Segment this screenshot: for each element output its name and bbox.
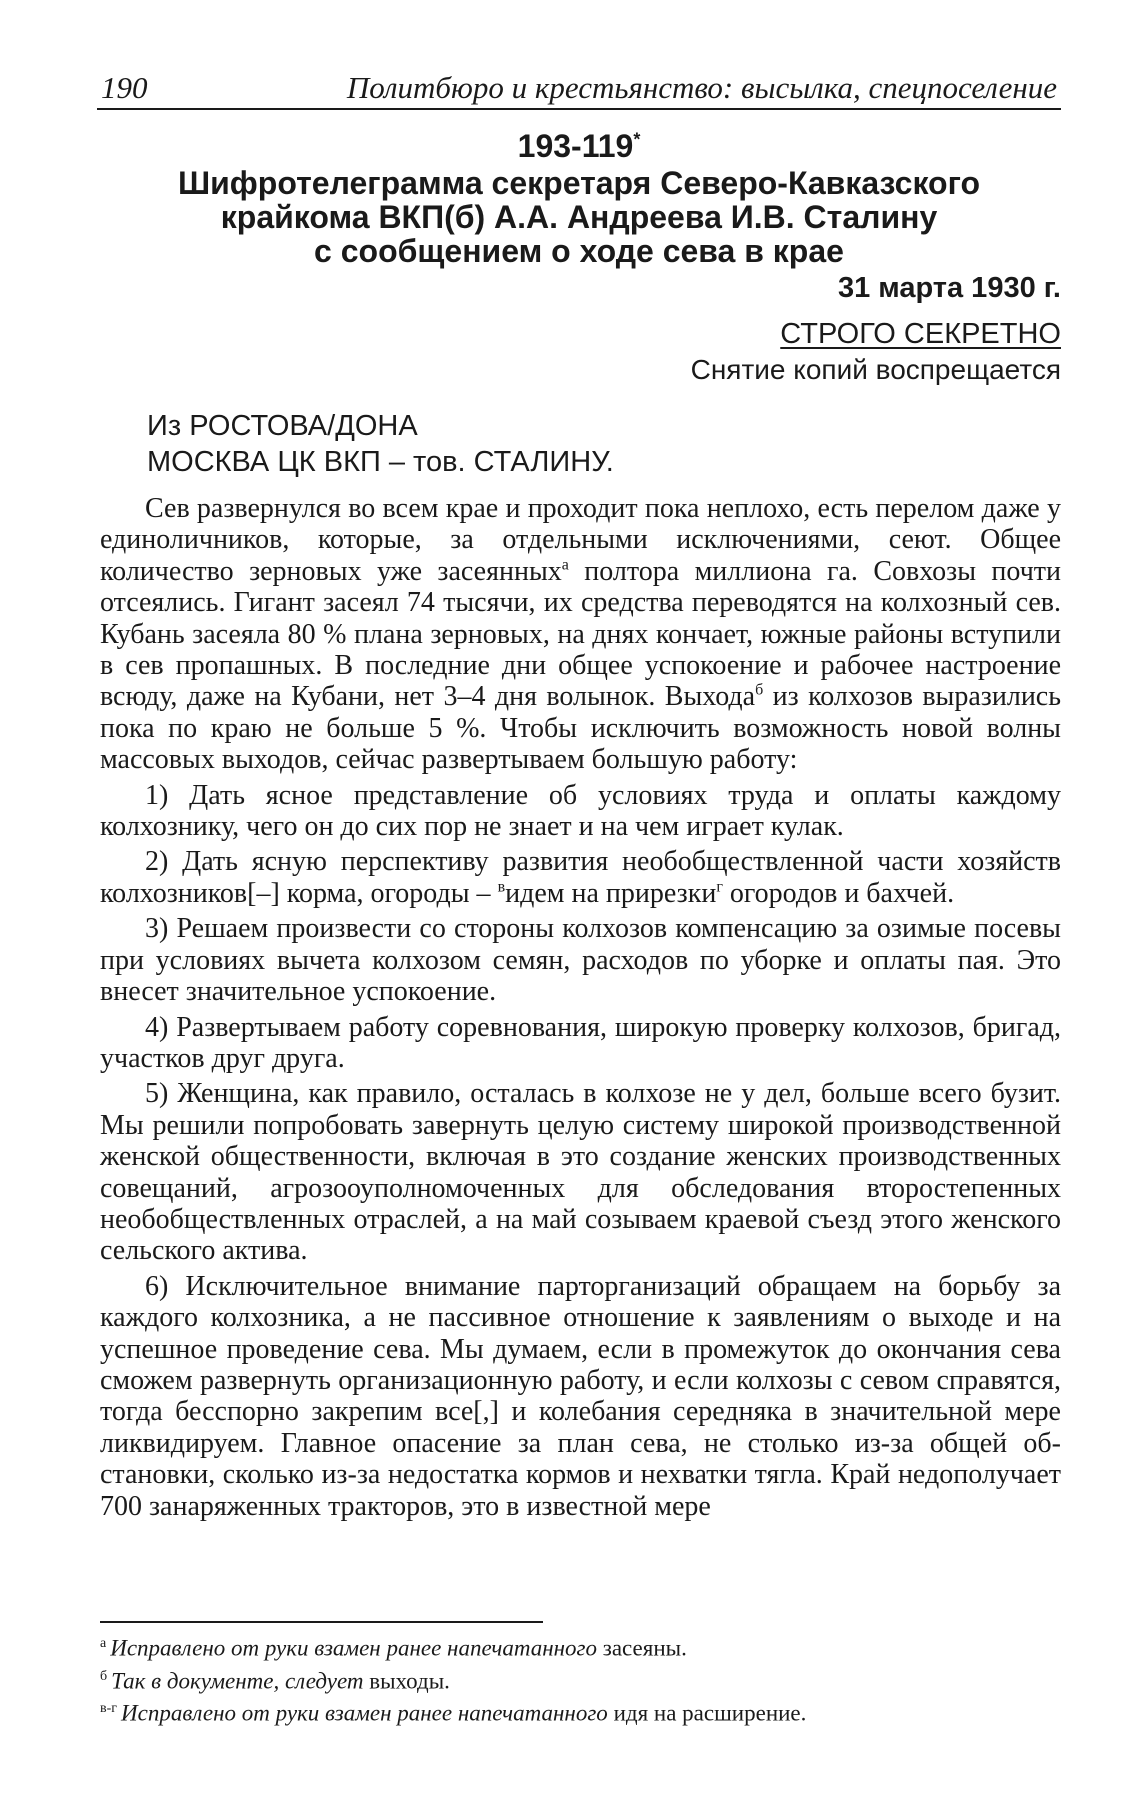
footnote-ref: г <box>716 878 723 896</box>
list-item: 5) Женщина, как правило, осталась в колхозе не у дел, больше всего бузит. Мы решили попробовать завернуть целую систему широкой производственной женской общественности, включая в это создание женских производственных совещаний, агрозооуполномоченных для обследования второстепенных необобществленных отраслей, а на май созываем краевой съезд этого женского сельского актива. <box>100 1078 1061 1267</box>
list-item: 6) Исключительное внимание парторганизаций обращаем на борьбу за каждого колхозника, а не пассивное отношение к заявлениям о выходе и на успешное проведение сева. Мы думаем, если в промежуток до окончания сева сможем развернуть организационную работу, и если колхозы с севом справятся, тогда бесспорно закрепим все[,] и колебания середняка в значительной мере ликвидируем. Главное опасение за план сева, не столько из-за общей обстановки, сколько из-за недостатка кормов и нехватки тягла. Край недополучает 700 занаряженных тракторов, это в известной мере <box>100 1270 1061 1522</box>
running-title: Политбюро и крестьянство: высылка, спецпоселение <box>346 70 1057 105</box>
text-run: идем на прирезки <box>505 877 717 909</box>
telegram-body <box>100 493 1061 1526</box>
title-line: с сообщением о ходе сева в крае <box>314 233 844 269</box>
list-item: 4) Развертываем работу соревнования, широкую проверку колхозов, бригад, участков друг друга. <box>100 1011 1061 1074</box>
footnote-italic: Так в документе, следует <box>111 1668 364 1694</box>
sender-line: Из РОСТОВА/ДОНА <box>147 410 418 442</box>
classification-stamp: СТРОГО СЕКРЕТНО <box>780 318 1061 350</box>
footnote-mark: в-г <box>100 1701 118 1717</box>
text-run: полтора миллиона га. Совхозы почти отсеялись. Гигант засеял 74 тысячи, их средства переводятся на колхозный сев. Кубань засеяла 80 % плана зерновых, на днях кончает, южные районы вступили в сев пропашных. В последние дни общее успокоение и рабочее настроение всюду, даже на Кубани, нет 3–4 дня волынок. Выхода <box>100 555 1061 713</box>
footnotes <box>100 1630 1061 1728</box>
title-line: крайкома ВКП(б) А.А. Андреева И.В. Сталину <box>220 199 938 235</box>
footnote <box>100 1630 1061 1663</box>
footnote-text: выходы. <box>363 1668 450 1694</box>
paragraph <box>100 493 1061 776</box>
address-block <box>147 408 614 480</box>
document-title <box>97 166 1061 268</box>
footnote-text: идя на расширение. <box>607 1700 807 1726</box>
text-run: огородов и бахчей. <box>722 877 955 909</box>
list-item: 1) Дать ясное представление об условиях труда и оплаты каждому колхознику, чего он до сих пор не знает и на чем играет кулак. <box>100 779 1061 843</box>
document-number-text: 193-119 <box>517 128 634 164</box>
list-item <box>100 846 1061 909</box>
footnote-ref: б <box>755 682 764 700</box>
footnote-divider <box>100 1621 543 1623</box>
footnote-italic: Исправлено от руки взамен ранее напечатанного <box>110 1635 598 1661</box>
footnote <box>100 1663 1061 1696</box>
footnote-ref: а <box>561 556 569 574</box>
document-date: 31 марта 1930 г. <box>837 272 1061 304</box>
footnote-mark: б <box>100 1668 108 1684</box>
text-run: Сев развернулся во всем крае и проходит пока неплохо, есть перелом даже у единоличников, которые, за отдельными исключениями, сеют. Общее количество зерновых уже засеянных <box>100 493 1061 587</box>
list-item: 3) Решаем произвести со стороны колхозов компенсацию за озимые посевы при условиях вычета колхозом семян, расходов по уборке и оплаты пая. Это внесет значительное успокоение. <box>100 913 1061 1008</box>
footnote <box>100 1695 1061 1728</box>
footnote-mark: а <box>100 1636 107 1651</box>
title-line: Шифротелеграмма секретаря Северо-Кавказского <box>177 165 981 201</box>
recipient-line: МОСКВА ЦК ВКП – тов. СТАЛИНУ. <box>147 446 614 478</box>
footnote-text: засеяны. <box>597 1635 687 1661</box>
text-run: из колхозов выразились пока по краю не больше 5 %. Чтобы исключить возможность новой волны массовых выходов, сейчас развертываем большую работу: <box>100 681 1061 776</box>
page-header <box>97 64 1061 110</box>
document-number-mark: * <box>633 129 641 150</box>
page-number: 190 <box>101 70 148 105</box>
document-number <box>97 128 1061 165</box>
copy-restriction: Снятие копий воспрещается <box>690 354 1061 385</box>
footnote-ref: в <box>497 878 506 896</box>
text-run: 2) Дать ясную перспективу развития необобществленной части хозяйств колхозников[–] корма, огороды – <box>100 846 1061 909</box>
footnote-italic: Исправлено от руки взамен ранее напечатанного <box>121 1700 608 1726</box>
